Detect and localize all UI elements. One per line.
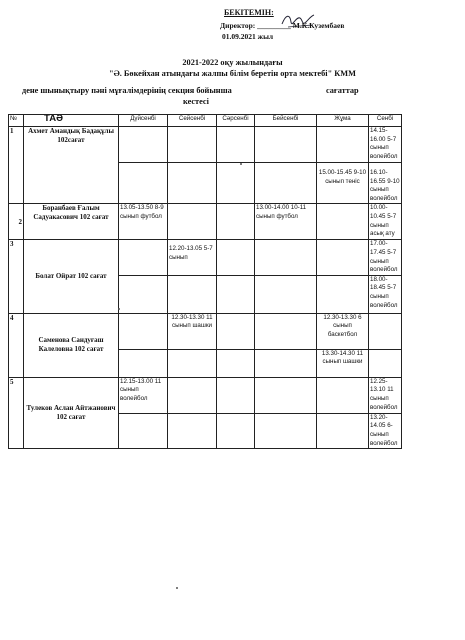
cell-fri: 12.30-13.30 6 сынып баскетбол <box>317 313 369 349</box>
cell-fri <box>317 413 369 448</box>
cell-mon <box>119 275 168 313</box>
cell-sat: 14.15-16.00 5-7 сынып волейбол <box>369 127 402 163</box>
cell-fri <box>317 204 369 240</box>
table-row <box>9 313 402 349</box>
approval-label: БЕКІТЕМІН: <box>224 8 274 17</box>
cell-wed <box>217 349 255 377</box>
cell-tue <box>168 377 217 413</box>
header-num: № <box>9 115 24 127</box>
row-number: 4 <box>9 313 24 377</box>
row-number: 5 <box>9 377 24 448</box>
row-number: 2 <box>9 204 24 240</box>
cell-thu <box>255 413 317 448</box>
cell-sat: 12.25-13.10 11 сынып волейбол <box>369 377 402 413</box>
heading-line-1: 2021-2022 оқу жылындағы <box>182 58 283 67</box>
cell-tue: 12.30-13.30 11 сынып шашки <box>168 313 217 349</box>
cell-fri <box>317 275 369 313</box>
cell-mon <box>119 313 168 349</box>
teacher-name: Тулеков Аслан Айтжанович 102 сағат <box>24 377 119 448</box>
cell-mon <box>119 127 168 163</box>
cell-mon <box>119 240 168 275</box>
cell-tue <box>168 413 217 448</box>
scan-speck <box>240 163 242 165</box>
cell-fri: 15.00-15.45 9-10 сынып теніс <box>317 163 369 204</box>
cell-wed <box>217 413 255 448</box>
cell-tue <box>168 349 217 377</box>
header-saturday: Сенбі <box>369 115 402 127</box>
header-friday: Жұма <box>317 115 369 127</box>
cell-sat: 10.00-10.45 5-7 сынып асық ату <box>369 204 402 240</box>
row-number: 3 <box>9 240 24 313</box>
cell-sat: 17.00-17.45 5-7 сынып волейбол <box>369 240 402 275</box>
cell-sat <box>369 349 402 377</box>
cell-fri <box>317 240 369 275</box>
table-row <box>9 204 402 240</box>
cell-mon <box>119 413 168 448</box>
cell-wed <box>217 127 255 163</box>
cell-sat: 13.20-14.05 6-сынып волейбол <box>369 413 402 448</box>
table-row <box>9 240 402 275</box>
heading-line-3: дене шынықтыру пәні мұғалімдерінің секция бойынша <box>22 86 232 95</box>
schedule-table <box>8 114 402 449</box>
cell-thu <box>255 163 317 204</box>
cell-thu <box>255 349 317 377</box>
teacher-name: Болат Ойрат 102 сағат <box>24 240 119 313</box>
row-number: 1 <box>9 127 24 204</box>
cell-tue <box>168 163 217 204</box>
teacher-name: Саменова Сандуғаш Калеловна 102 сағат <box>24 313 119 377</box>
header-monday: Дүйсенбі <box>119 115 168 127</box>
director-line: Директор: _________ М.К.Кузембаев <box>220 21 345 30</box>
cell-fri <box>317 377 369 413</box>
cell-mon: 13.05-13.50 8-9 сынып футбол <box>119 204 168 240</box>
cell-wed <box>217 275 255 313</box>
cell-tue <box>168 204 217 240</box>
table-row <box>9 127 402 163</box>
heading-line-2: "Ә. Бөкейхан атындағы жалпы білім беретін орта мектебі" КММ <box>109 69 356 78</box>
header-wednesday: Сәрсенбі <box>217 115 255 127</box>
cell-thu <box>255 377 317 413</box>
header-thursday: Бейсенбі <box>255 115 317 127</box>
cell-mon: 12.15-13.00 11 сынып волейбол <box>119 377 168 413</box>
cell-wed <box>217 204 255 240</box>
cell-thu <box>255 275 317 313</box>
cell-fri <box>317 127 369 163</box>
header-tuesday: Сейсенбі <box>168 115 217 127</box>
teacher-name: Ахмет Амандық Бадақұлы 102сағат <box>24 127 119 204</box>
cell-sat: 18.00-18.45 5-7 сынып волейбол <box>369 275 402 313</box>
scan-speck <box>176 587 178 589</box>
heading-line-3c: кестесі <box>183 97 209 106</box>
cell-sat: 16.10-16.55 9-10 сынып волейбол <box>369 163 402 204</box>
scan-speck <box>118 308 120 310</box>
cell-wed <box>217 163 255 204</box>
approval-date: 01.09.2021 жыл <box>222 32 274 41</box>
teacher-name: Боранбаев Ғалым Садуакасович 102 сағат <box>24 204 119 240</box>
cell-thu <box>255 127 317 163</box>
cell-fri: 13.30-14.30 11 сынып шашки <box>317 349 369 377</box>
heading-line-3b: сағаттар <box>326 86 359 95</box>
cell-wed <box>217 377 255 413</box>
table-row <box>9 377 402 413</box>
cell-tue <box>168 127 217 163</box>
table-header-row <box>9 115 402 127</box>
header-name: ТАӘ <box>24 115 119 127</box>
cell-tue <box>168 275 217 313</box>
cell-mon <box>119 349 168 377</box>
cell-thu <box>255 240 317 275</box>
cell-thu: 13.00-14.00 10-11 сынып футбол <box>255 204 317 240</box>
cell-thu <box>255 313 317 349</box>
cell-wed <box>217 313 255 349</box>
cell-mon <box>119 163 168 204</box>
cell-wed <box>217 240 255 275</box>
cell-sat <box>369 313 402 349</box>
cell-tue: 12.20-13.05 5-7 сынып <box>168 240 217 275</box>
